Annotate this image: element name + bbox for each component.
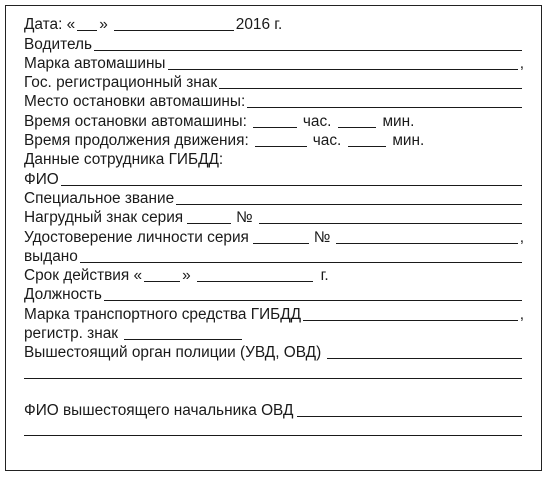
id-comma: , xyxy=(519,228,524,246)
id-number-sign: № xyxy=(313,228,331,246)
id-series-field[interactable] xyxy=(253,229,309,244)
vehicle-brand-label: Марка транспортного средства ГИБДД xyxy=(24,305,302,323)
fio-field[interactable] xyxy=(61,171,522,186)
date-month-field[interactable] xyxy=(114,16,234,31)
reg-sign-label: регистр. знак xyxy=(24,325,119,343)
id-number-field[interactable] xyxy=(336,229,517,244)
reg-sign-row xyxy=(24,323,524,342)
position-label: Должность xyxy=(24,286,102,304)
car-brand-field[interactable] xyxy=(168,55,518,70)
issued-label: выдано xyxy=(24,247,78,265)
continue-time-row xyxy=(24,130,524,149)
vehicle-brand-comma: , xyxy=(519,305,524,323)
validity-day-field[interactable] xyxy=(144,267,180,282)
vehicle-brand-row xyxy=(24,303,524,322)
driver-label: Водитель xyxy=(24,35,92,53)
badge-number-sign: № xyxy=(236,209,253,227)
stop-place-row xyxy=(24,91,524,110)
position-row xyxy=(24,284,524,303)
badge-row xyxy=(24,207,524,226)
date-label: Дата: « xyxy=(24,16,76,34)
car-brand-label: Марка автомашины xyxy=(24,54,166,72)
date-year: 2016 г. xyxy=(235,16,283,34)
superior-body-field[interactable] xyxy=(327,344,522,359)
badge-number-field[interactable] xyxy=(259,209,522,224)
rank-row xyxy=(24,188,524,207)
validity-row xyxy=(24,265,524,284)
plate-field[interactable] xyxy=(219,74,522,89)
badge-series-field[interactable] xyxy=(187,209,231,224)
rank-field[interactable] xyxy=(176,190,522,205)
superior-body-continuation-row xyxy=(24,361,524,380)
id-series-label: Удостоверение личности серия xyxy=(24,228,249,246)
issued-row xyxy=(24,246,524,265)
traffic-stop-form xyxy=(24,14,524,438)
superior-head-continuation-field[interactable] xyxy=(24,421,522,436)
badge-series-label: Нагрудный знак серия xyxy=(24,209,184,227)
driver-field[interactable] xyxy=(94,36,522,51)
stop-minutes-unit: мин. xyxy=(382,112,415,130)
id-row xyxy=(24,226,524,245)
plate-label: Гос. регистрационный знак xyxy=(24,74,218,92)
superior-head-row xyxy=(24,400,524,419)
rank-label: Специальное звание xyxy=(24,189,175,207)
stop-time-label: Время остановки автомашины: xyxy=(24,112,247,130)
validity-month-field[interactable] xyxy=(197,267,313,282)
continue-hours-field[interactable] xyxy=(255,132,307,147)
stop-place-field[interactable] xyxy=(247,93,522,108)
validity-year-abbr: г. xyxy=(320,267,329,285)
fio-row xyxy=(24,168,524,187)
position-field[interactable] xyxy=(104,286,522,301)
issued-field[interactable] xyxy=(80,248,522,263)
stop-hours-field[interactable] xyxy=(253,113,297,128)
continue-minutes-field[interactable] xyxy=(348,132,386,147)
date-row xyxy=(24,14,524,33)
date-quote-close: » xyxy=(99,16,108,34)
continue-hours-unit: час. xyxy=(312,132,342,150)
validity-quote-close: » xyxy=(182,267,191,285)
car-brand-comma: , xyxy=(519,54,524,72)
validity-label: Срок действия « xyxy=(24,267,143,285)
superior-body-label: Вышестоящий орган полиции (УВД, ОВД) xyxy=(24,344,322,362)
driver-row xyxy=(24,33,524,52)
stop-time-row xyxy=(24,110,524,129)
superior-head-field[interactable] xyxy=(297,402,522,417)
superior-head-continuation-row xyxy=(24,419,524,438)
stop-minutes-field[interactable] xyxy=(338,113,376,128)
date-day-field[interactable] xyxy=(77,16,97,31)
superior-head-label: ФИО вышестоящего начальника ОВД xyxy=(24,401,294,419)
car-brand-row xyxy=(24,53,524,72)
continue-time-label: Время продолжения движения: xyxy=(24,132,249,150)
officer-heading-row xyxy=(24,149,524,168)
fio-label: ФИО xyxy=(24,170,59,188)
superior-body-row xyxy=(24,342,524,361)
plate-row xyxy=(24,72,524,91)
stop-hours-unit: час. xyxy=(302,112,332,130)
officer-heading: Данные сотрудника ГИБДД: xyxy=(24,151,224,169)
vehicle-brand-field[interactable] xyxy=(303,306,518,321)
continue-minutes-unit: мин. xyxy=(392,132,425,150)
reg-sign-field[interactable] xyxy=(124,325,242,340)
superior-body-continuation-field[interactable] xyxy=(24,364,522,379)
stop-place-label: Место остановки автомашины: xyxy=(24,93,246,111)
